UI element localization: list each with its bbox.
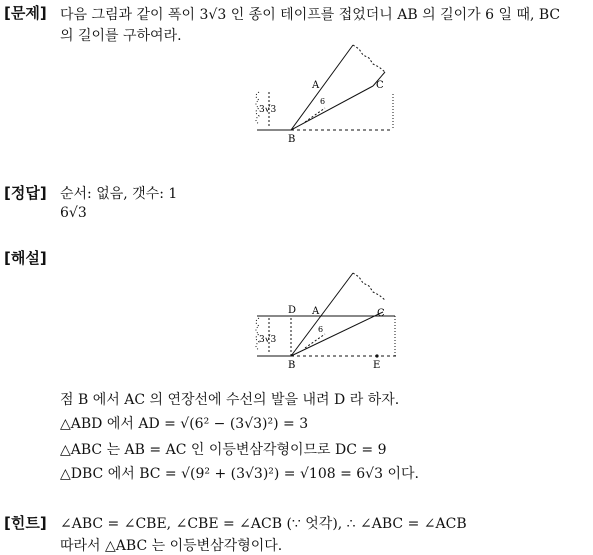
solution-figure bbox=[245, 268, 415, 373]
solution-step-2: △ABD 에서 AD = √(6² − (3√3)²) = 3 bbox=[60, 416, 309, 432]
fig1-label-a: A bbox=[312, 80, 320, 91]
fig1-label-c: C bbox=[376, 80, 384, 91]
answer-line-1: 순서: 없음, 갯수: 1 bbox=[60, 186, 178, 202]
problem-tag: [문제] bbox=[4, 4, 47, 22]
hint-line-1: ∠ABC = ∠CBE, ∠CBE = ∠ACB (∵ 엇각), ∴ ∠ABC = ∠ACB bbox=[60, 516, 467, 532]
problem-line-1: 다음 그림과 같이 폭이 3√3 인 종이 테이프를 접었더니 AB 의 길이가 6 일 때, BC bbox=[60, 7, 561, 23]
fig1-label-b: B bbox=[288, 134, 296, 145]
answer-line-2: 6√3 bbox=[60, 205, 87, 221]
solution-tag: [해설] bbox=[4, 249, 47, 267]
fig2-label-d: D bbox=[288, 305, 297, 316]
folded-tape-figure bbox=[245, 42, 415, 147]
fig2-label-e: E bbox=[373, 360, 381, 371]
solution-step-3: △ABC 는 AB = AC 인 이등변삼각형이므로 DC = 9 bbox=[60, 442, 387, 458]
fig1-label-6: 6 bbox=[320, 97, 326, 106]
fig2-label-b: B bbox=[288, 360, 296, 371]
fig2-label-6: 6 bbox=[318, 325, 324, 334]
solution-step-1: 점 B 에서 AC 의 연장선에 수선의 발을 내려 D 라 하자. bbox=[60, 392, 400, 408]
problem-line-2: 의 길이를 구하여라. bbox=[60, 28, 182, 44]
hint-line-2: 따라서 △ABC 는 이등변삼각형이다. bbox=[60, 538, 283, 554]
solution-step-4: △DBC 에서 BC = √(9² + (3√3)²) = √108 = 6√3 이다. bbox=[60, 466, 419, 482]
fig2-label-width: 3√3 bbox=[259, 335, 277, 345]
answer-tag: [정답] bbox=[4, 184, 47, 202]
fig2-label-a: A bbox=[312, 306, 320, 317]
hint-tag: [힌트] bbox=[4, 514, 47, 532]
fig2-label-c: C bbox=[377, 308, 385, 319]
fig1-label-width: 3√3 bbox=[259, 105, 277, 115]
